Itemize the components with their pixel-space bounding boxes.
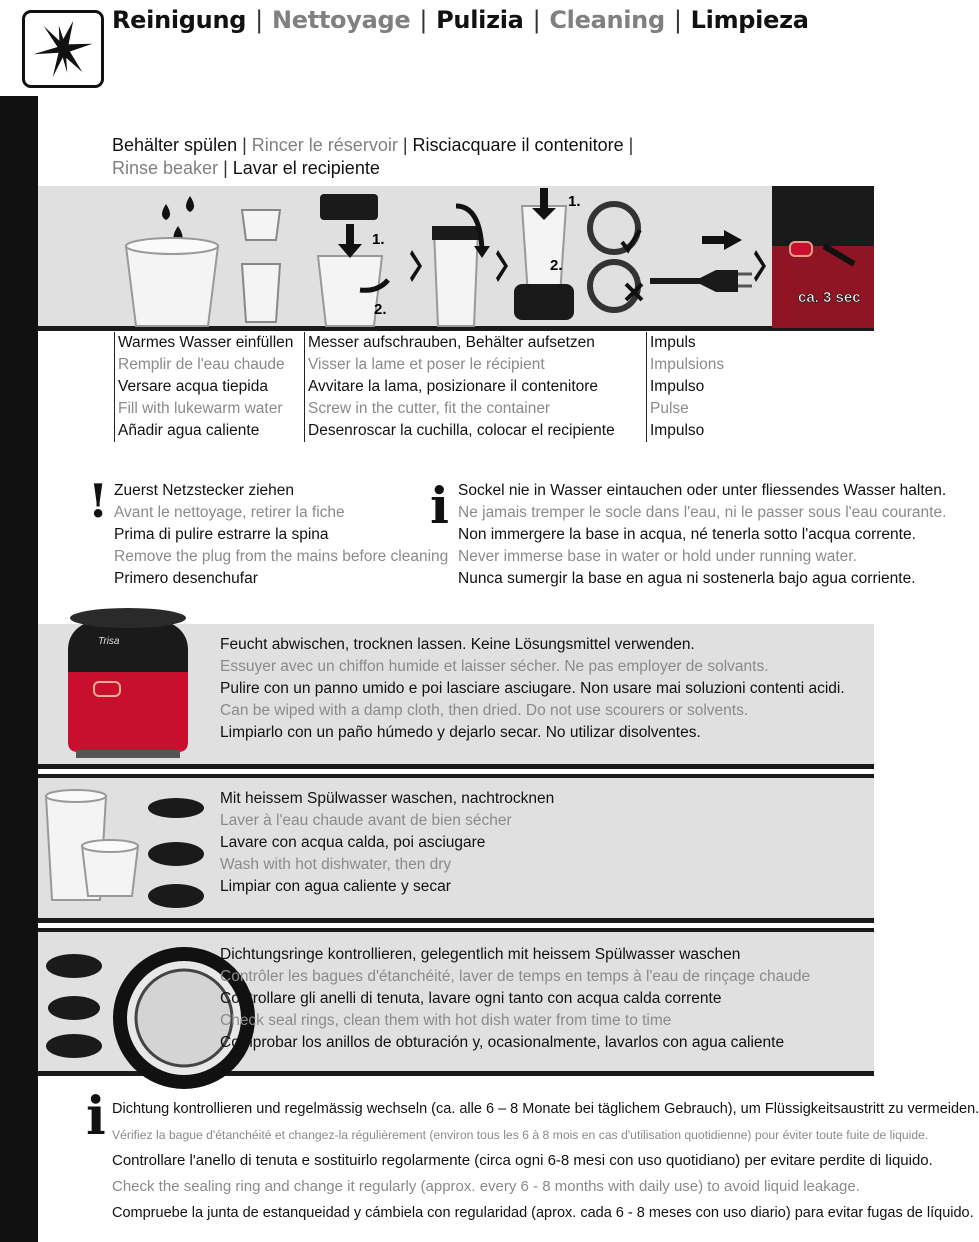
wash-text: Mit heissem Spülwasser waschen, nachtrocknen Laver à l'eau chaude avant de bien sécher Lavare con acqua calda, poi asciugare Wash with hot dishwater, then dry Limpiar con agua caliente y secar <box>220 790 555 895</box>
wipe-text: Feucht abwischen, trocknen lassen. Keine Lösungsmittel verwenden. Essuyer avec un chiffon humide et laisser sécher. Ne pas employer de solvants. Pulire con un panno umido e poi lasciare asciugare. Non usare mai soluzioni contenti acidi. Can be wiped with a damp cloth, then dried. Do not use scourers or solvents. Limpiarlo con un paño húmedo y dejarlo secar. No utilizar disolventes. <box>220 636 845 741</box>
exclamation-icon: ! <box>88 474 109 528</box>
logo <box>22 10 104 88</box>
info-icon: i <box>86 1086 106 1147</box>
svg-text:2.: 2. <box>550 257 563 274</box>
wipe-rule <box>38 764 874 769</box>
wash-rule <box>38 918 874 923</box>
rinse-col-fill: Warmes Wasser einfüllen Remplir de l'eau chaude Versare acqua tiepida Fill with lukewarm water Añadir agua caliente <box>114 332 293 442</box>
rinse-heading: Behälter spülen | Rincer le réservoir | Risciacquare il contenitore | Rinse beaker | Lavar el recipiente <box>112 135 634 178</box>
base-pulse-button <box>94 682 120 696</box>
info-seal-text: Dichtung kontrollieren und regelmässig wechseln (ca. alle 6 – 8 Monate bei täglichem Gebrauch), um Flüssigkeitsaustritt zu vermeiden. Vérifiez la bague d'étanchéité et changez-la régulièrement (environ tous les 6 à 8 mois en cas d'utilisation quotidienne) pour éviter toute fuite de liquide. Controllare l'anello di tenuta e sostituirlo regolarmente (circa ogni 6-8 mesi con uso quotidiano) per evitare perdite di liquido. Check the sealing ring and change it regularly (approx. every 6 - 8 months with daily use) to avoid liquid leakage. Compruebe la junta de estanqueidad y cámbiela con regularidad (aprox. cada 6 - 8 meses con uso diario) para evitar fugas de líquido. <box>112 1101 979 1221</box>
blender-base-illustration <box>58 606 208 762</box>
brand-label: Trisa <box>98 636 120 647</box>
water-drops-icon <box>162 196 194 244</box>
beaker-large <box>126 246 218 326</box>
beaker-small-bottom <box>242 264 280 322</box>
power-plug-icon <box>650 270 738 292</box>
seals-text: Dichtungsringe kontrollieren, gelegentlich mit heissem Spülwasser waschen Contrôler les bagues d'étanchéité, laver de temps en temps à l'eau de rinçage chaude Controllare gli anelli di tenuta, lavare ogni tanto con acqua calda corrente Check seal rings, clean them with hot dish water from time to time Comprobar los anillos de obturación y, ocasionalmente, lavarlos con agua caliente <box>220 946 811 1051</box>
beaker-small-top <box>242 210 280 240</box>
page-title: Reinigung | Nettoyage | Pulizia | Cleaning | Limpieza <box>112 6 809 34</box>
step-one-label: 1. <box>372 231 385 248</box>
chevron-right-icon <box>754 250 766 282</box>
title-en: Cleaning <box>549 6 665 34</box>
title-es: Limpieza <box>690 6 809 34</box>
rinse-illustrations <box>38 186 874 328</box>
chevron-right-icon <box>496 250 508 282</box>
left-margin-bar <box>0 0 38 1242</box>
rinse-col-cutter: Messer aufschrauben, Behälter aufsetzen Visser la lame et poser le récipient Avvitare la lama, posizionare il contenitore Screw in the cutter, fit the container Desenroscar la cuchilla, colocar el recipiente <box>304 332 615 442</box>
info-base-text: Sockel nie in Wasser eintauchen oder unter fliessendes Wasser halten. Ne jamais tremper le socle dans l'eau, ni le passer sous l'eau courante. Non immergere la base in acqua, né tenerla sotto l'acqua corrente. Never immerse base in water or hold under running water. Nunca sumergir la base en agua ni sostenerla bajo agua corriente. <box>458 482 947 587</box>
cutter-lid <box>320 194 378 220</box>
title-fr: Nettoyage <box>271 6 411 34</box>
wash-parts-illustration <box>42 786 212 916</box>
pulse-button <box>790 242 812 256</box>
sparkle-star-icon <box>25 13 101 85</box>
step-two-label: 2. <box>374 301 387 318</box>
chevron-right-icon <box>410 250 422 282</box>
duration-label: ca. 3 sec <box>798 289 861 306</box>
warning-text: Zuerst Netzstecker ziehen Avant le nettoyage, retirer la fiche Prima di pulire estrarre la spina Remove the plug from the mains before cleaning Primero desenchufar <box>114 482 449 587</box>
title-it: Pulizia <box>436 6 524 34</box>
rinse-col-pulse: Impuls Impulsions Impulso Pulse Impulso <box>646 332 724 442</box>
title-de: Reinigung <box>112 6 247 34</box>
svg-text:1.: 1. <box>568 193 581 210</box>
seal-parts-illustration <box>44 936 224 1066</box>
info-icon: i <box>430 476 449 535</box>
